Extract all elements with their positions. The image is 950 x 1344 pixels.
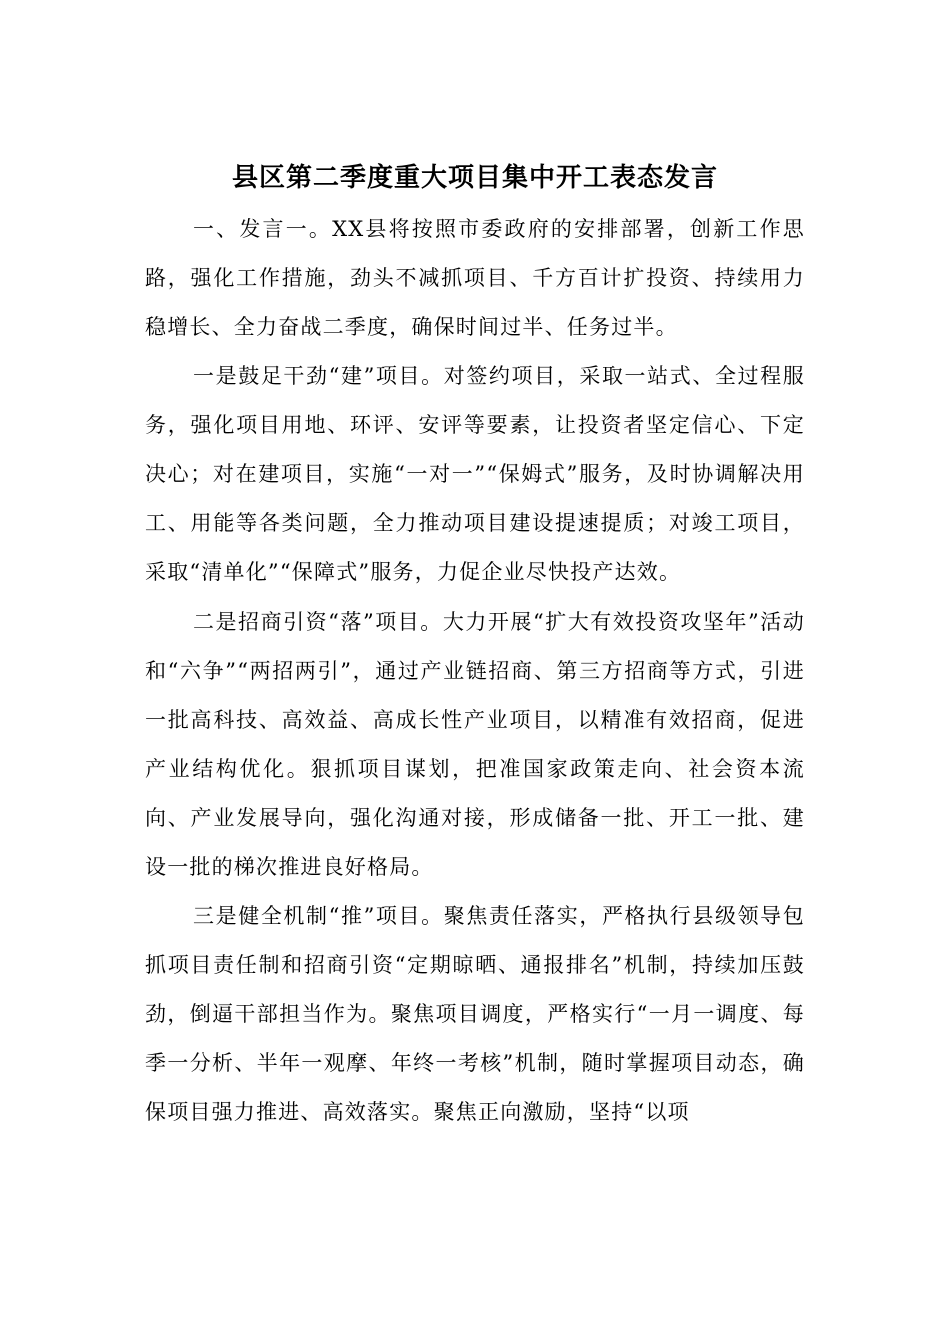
paragraph-attract-investment: 二是招商引资“落”项目。大力开展“扩大有效投资攻坚年”活动和“六争”“两招两引”，通过产业链招商、第三方招商等方式，引进一批高科技、高效益、高成长性产业项目，以精准有效招商，促进产业结构优化。狠抓项目谋划，把准国家政策走向、社会资本流向、产业发展导向，强化沟通对接，形成储备一批、开工一批、建设一批的梯次推进良好格局。 [145,610,805,879]
paragraph-mechanism: 三是健全机制“推”项目。聚焦责任落实，严格执行县级领导包抓项目责任制和招商引资“定期晾晒、通报排名”机制，持续加压鼓劲，倒逼干部担当作为。聚焦项目调度，严格实行“一月一调度、每季一分析、半年一观摩、年终一考核”机制，随时掌握项目动态，确保项目强力推进、高效落实。聚焦正向激励，坚持“以项 [145,904,805,1124]
paragraph-build-projects: 一是鼓足干劲“建”项目。对签约项目，采取一站式、全过程服务，强化项目用地、环评、安评等要素，让投资者坚定信心、下定决心；对在建项目，实施“一对一”“保姆式”服务，及时协调解决用工、用能等各类问题，全力推动项目建设提速提质；对竣工项目，采取“清单化”“保障式”服务，力促企业尽快投产达效。 [145,364,805,584]
document-title: 县区第二季度重大项目集中开工表态发言 [231,163,718,193]
document-body [145,205,805,1137]
paragraph-intro: 一、发言一。XX县将按照市委政府的安排部署，创新工作思路，强化工作措施，劲头不减抓项目、千方百计扩投资、持续用力稳增长、全力奋战二季度，确保时间过半、任务过半。 [145,217,805,339]
